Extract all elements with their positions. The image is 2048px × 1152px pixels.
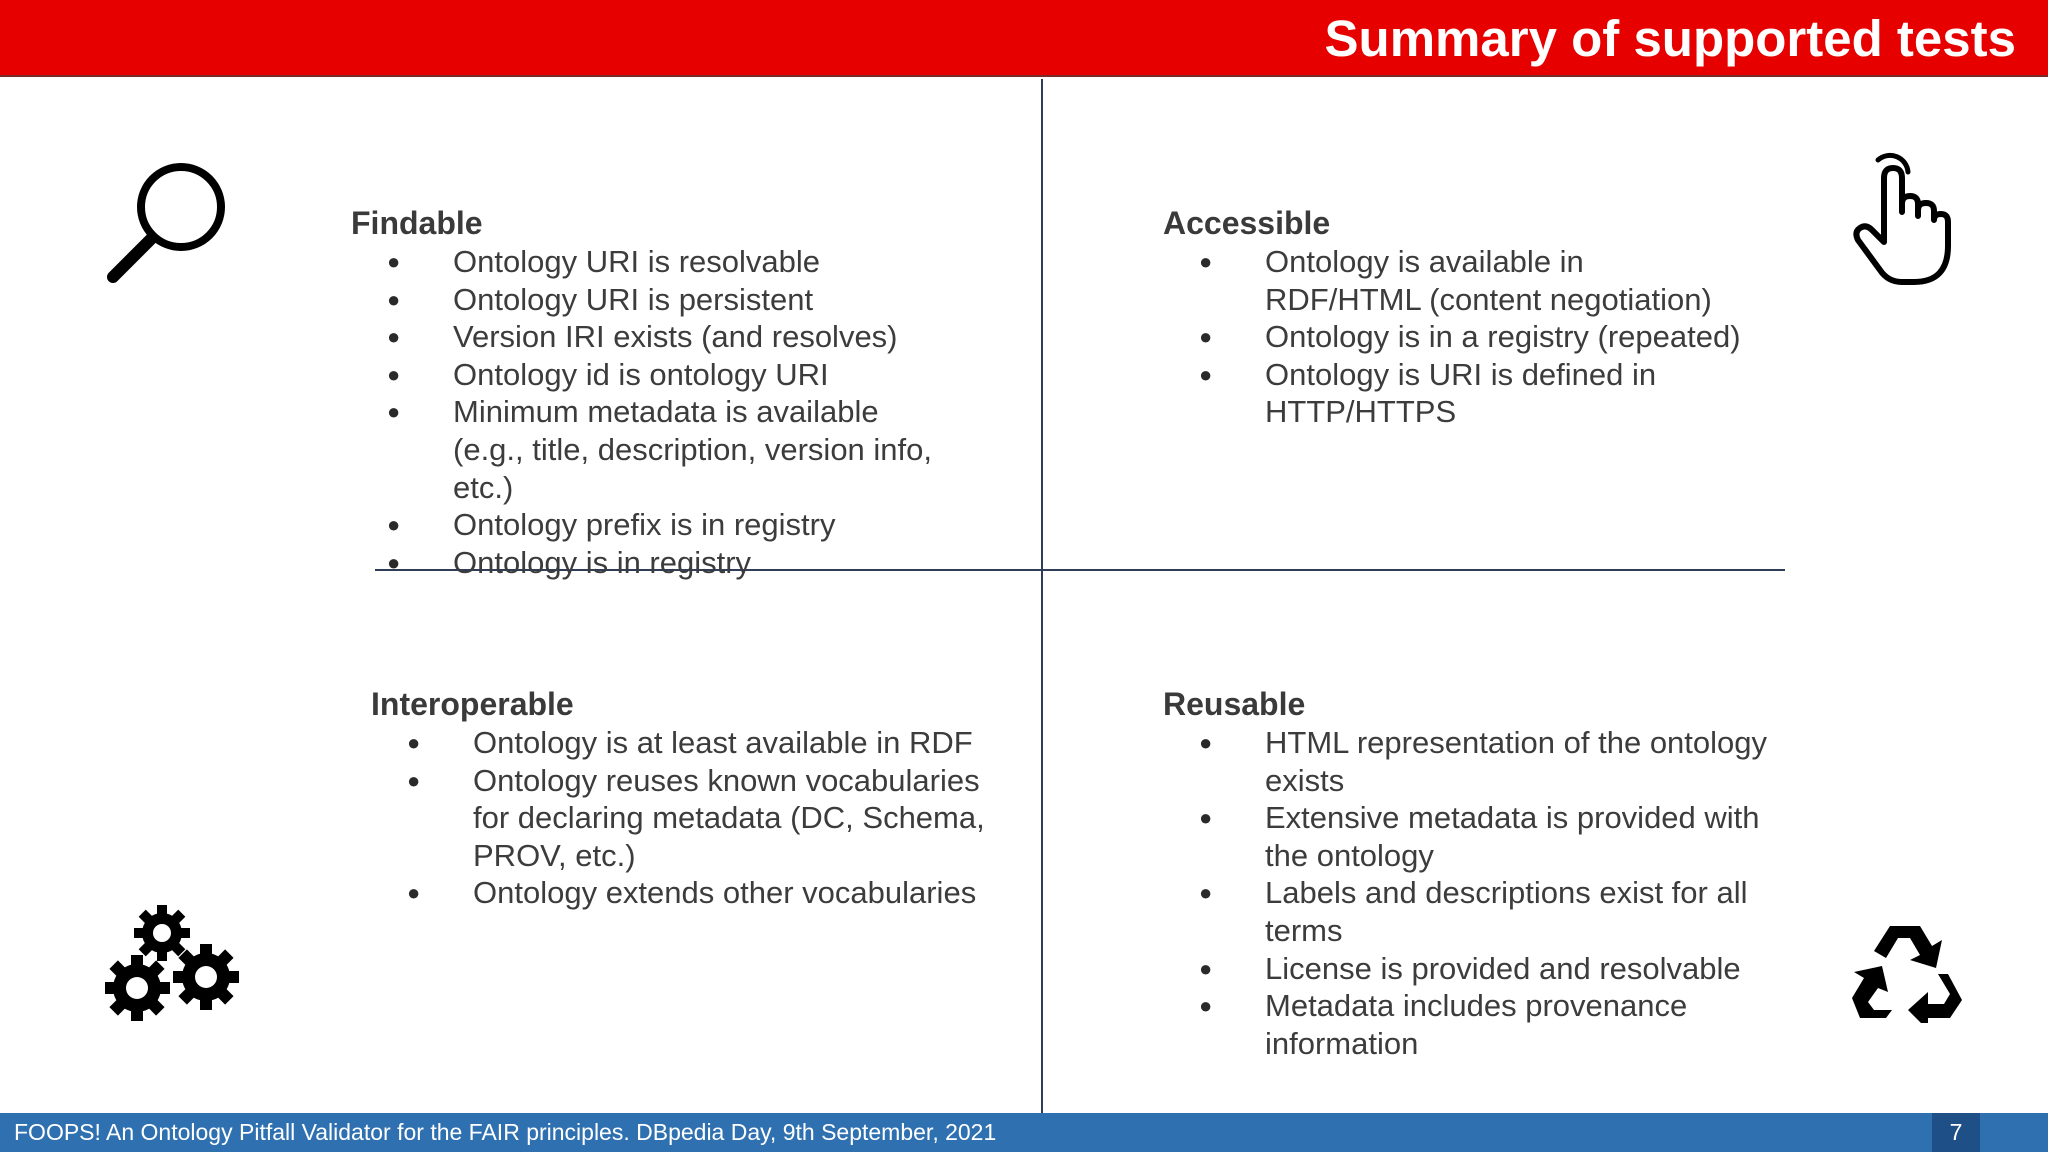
findable-list	[351, 243, 991, 581]
interoperable-heading: Interoperable	[371, 686, 574, 722]
list-item: ● Extensive metadata is provided with the ontology	[1199, 800, 1760, 873]
accessible-section	[1163, 203, 1803, 431]
vertical-divider	[1041, 79, 1043, 1114]
list-item: ● Ontology URI is persistent	[387, 281, 814, 317]
list-item: ● Ontology is URI is defined in HTTP/HTTPS	[1199, 356, 1657, 430]
list-item-text: HTML representation of the ontology exists	[1265, 725, 1768, 798]
accessible-list	[1163, 243, 1803, 431]
list-item-text: Ontology id is ontology URI	[453, 356, 829, 392]
list-item: ● Ontology URI is resolvable	[387, 244, 820, 279]
list-item-text: Ontology is in a registry (repeated)	[1265, 319, 1741, 355]
slide-title: Summary of supported tests	[1324, 10, 2016, 67]
list-item: ● Ontology is in registry	[387, 544, 752, 580]
magnifier-icon	[105, 155, 235, 290]
reusable-section	[1163, 684, 1803, 1062]
reusable-list	[1163, 724, 1803, 1062]
list-item-text: Ontology URI is resolvable	[453, 244, 820, 279]
list-item: ● Ontology is at least available in RDF	[407, 725, 973, 760]
list-item-text: Ontology URI is persistent	[453, 281, 814, 317]
interoperable-list	[371, 724, 1011, 912]
list-item: ● Ontology is in a registry (repeated)	[1199, 319, 1741, 355]
list-item-text: Ontology is at least available in RDF	[473, 725, 973, 760]
interoperable-section	[371, 684, 1011, 912]
footer-text: FOOPS! An Ontology Pitfall Validator for the FAIR principles. DBpedia Day, 9th September, 2021	[14, 1119, 997, 1145]
findable-section	[351, 203, 991, 581]
findable-heading: Findable	[351, 205, 483, 241]
list-item: ● Labels and descriptions exist for all terms	[1199, 875, 1748, 948]
list-item-text: Ontology prefix is in registry	[453, 507, 836, 543]
list-item: ● Ontology is available in RDF/HTML (content negotiation)	[1199, 244, 1712, 317]
list-item-text: Ontology extends other vocabularies	[473, 875, 977, 911]
reusable-heading: Reusable	[1163, 686, 1306, 722]
list-item-text: Labels and descriptions exist for all terms	[1265, 875, 1748, 948]
list-item: ● Version IRI exists (and resolves)	[387, 319, 898, 355]
gears-icon	[105, 900, 245, 1025]
title-bar	[0, 0, 2048, 77]
footer-bar	[0, 1113, 2048, 1152]
list-item-text: Ontology is in registry	[453, 544, 752, 580]
list-item: ● License is provided and resolvable	[1199, 950, 1741, 986]
list-item-text: Metadata includes provenance information	[1265, 988, 1688, 1061]
list-item-text: Ontology is URI is defined in HTTP/HTTPS	[1265, 356, 1657, 430]
list-item-text: License is provided and resolvable	[1265, 950, 1741, 986]
list-item: ● Metadata includes provenance information	[1199, 988, 1688, 1061]
list-item-text: Ontology is available in RDF/HTML (content negotiation)	[1265, 244, 1712, 317]
list-item: ● Ontology reuses known vocabularies for declaring metadata (DC, Schema, PROV, etc.)	[407, 762, 985, 873]
list-item: ● Ontology extends other vocabularies	[407, 875, 977, 911]
accessible-heading: Accessible	[1163, 205, 1331, 241]
list-item-text: Minimum metadata is available (e.g., title, description, version info, etc.)	[453, 394, 933, 505]
recycle-icon	[1850, 918, 1965, 1023]
list-item-text: Ontology reuses known vocabularies for declaring metadata (DC, Schema, PROV, etc.)	[473, 762, 985, 873]
page-number: 7	[1932, 1113, 1980, 1152]
list-item-text: Version IRI exists (and resolves)	[453, 319, 898, 355]
list-item: ● HTML representation of the ontology exists	[1199, 725, 1768, 798]
list-item: ● Minimum metadata is available (e.g., title, description, version info, etc.)	[387, 394, 933, 505]
list-item: ● Ontology prefix is in registry	[387, 507, 836, 543]
list-item-text: Extensive metadata is provided with the ontology	[1265, 800, 1760, 873]
list-item: ● Ontology id is ontology URI	[387, 356, 829, 392]
pointing-hand-icon	[1850, 150, 1960, 290]
